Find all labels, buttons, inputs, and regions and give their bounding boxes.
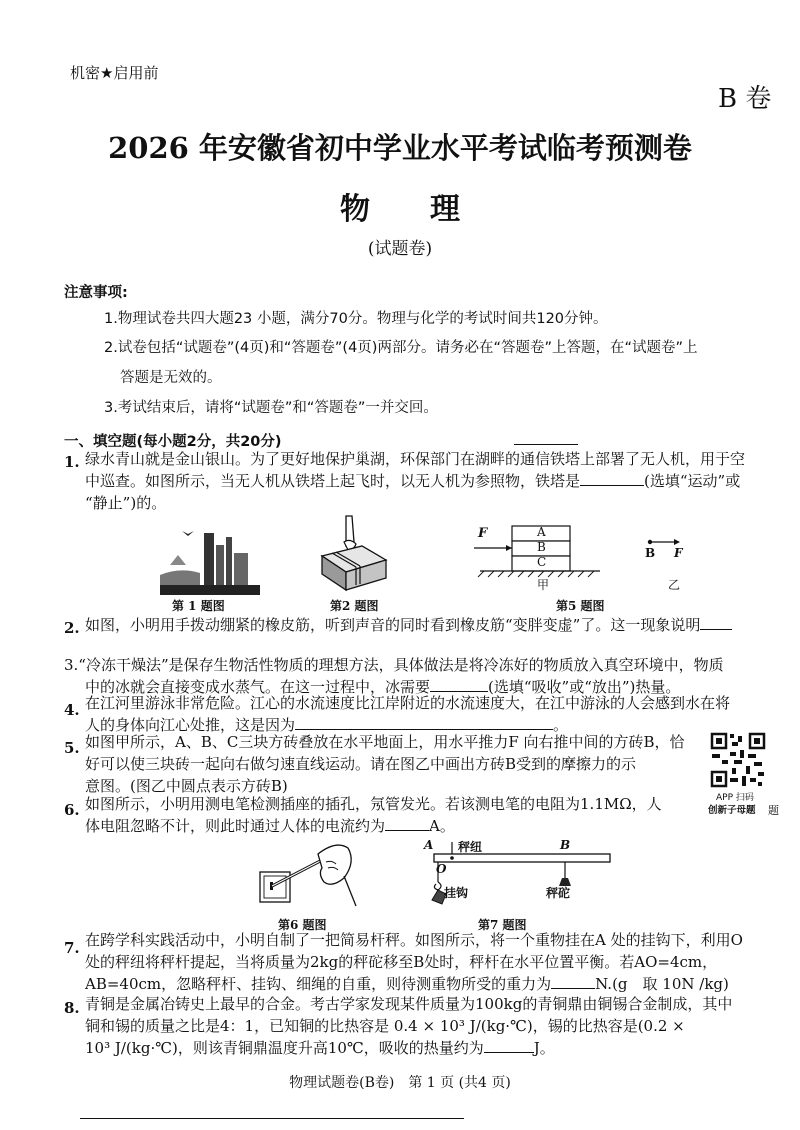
note-item-2b: 答题是无效的。 <box>120 370 222 386</box>
subject-title: 物 理 <box>340 192 460 227</box>
figure-1-drone-tower <box>160 525 260 595</box>
question-7-line-3: AB=40cm，忽略秤杆、挂钩、细绳的自重，则待测重物所受的重力为 N.(g 取 10N /kg) <box>85 975 729 993</box>
answer-blank-7[interactable] <box>551 974 595 989</box>
page-footer: 物理试题卷(B卷) 第 1 页 (共4 页) <box>289 1075 511 1091</box>
figure-1-caption: 第 1 题图 <box>172 599 225 613</box>
section-heading: 一、填空题(每小题2分，共20分) <box>64 434 282 450</box>
answer-blank-6[interactable] <box>385 816 429 831</box>
figure-7-steelyard <box>426 840 616 914</box>
socket-icon <box>260 872 290 902</box>
figure-2-caption: 第2 题图 <box>330 599 379 613</box>
fig7-label-a: A <box>424 838 434 852</box>
question-5-number: 5. <box>64 739 80 757</box>
fig5-label-a: A <box>537 525 546 539</box>
fig5-label-yi: 乙 <box>668 578 681 592</box>
question-2-number: 2. <box>64 619 80 637</box>
fig5-label-f: F <box>478 526 488 541</box>
answer-blank-1[interactable] <box>580 471 644 486</box>
question-1-line-3: “静止”)的。 <box>85 494 167 512</box>
answer-blank-3[interactable] <box>430 677 488 692</box>
question-1-number: 1. <box>64 453 80 471</box>
steelyard-beam <box>434 854 610 862</box>
figure-5-caption: 第5 题图 <box>556 599 605 613</box>
question-5-line-3: 意图。(图乙中圆点表示方砖B) <box>85 777 288 795</box>
question-6-number: 6. <box>64 801 80 819</box>
question-1-line-2: 中巡查。如图所示，当无人机从铁塔上起飞时，以无人机为参照物，铁塔是 (选填“运动”或 <box>85 472 741 490</box>
question-3-line-1: 3.“冷冻干燥法”是保存生物活性物质的理想方法，具体做法是将冷冻好的物质放入真空环境中，物质 <box>64 656 724 674</box>
question-6-line-2: 体电阻忽略不计，则此时通过人体的电流约为 A。 <box>85 817 455 835</box>
question-4-number: 4. <box>64 701 80 719</box>
question-7-number: 7. <box>64 939 80 957</box>
fig7-label-hook: 挂钩 <box>444 886 469 900</box>
hand-icon <box>318 845 351 884</box>
fig5-label-b2: B <box>645 546 656 560</box>
fig5-label-b: B <box>537 540 546 554</box>
question-4-line-1: 在江河里游泳非常危险。江心的水流速度比江岸附近的水流速度大，在江中游泳的人会感到水在将 <box>85 694 731 712</box>
exam-title: 2026 年安徽省初中学业水平考试临考预测卷 <box>108 131 692 165</box>
volume-label: B 卷 <box>718 84 772 114</box>
question-8-line-2: 铜和锡的质量之比是4：1，已知铜的比热容是 0.4 × 10³ J/(kg·℃)，锡的比热容是(0.2 × <box>85 1017 685 1035</box>
note-item-3: 3.考试结束后，请将“试题卷”和“答题卷”一并交回。 <box>104 400 438 416</box>
fig7-label-rope: 秤纽 <box>458 840 483 854</box>
answer-blank-8[interactable] <box>484 1038 534 1053</box>
secret-label: 机密★启用前 <box>70 64 159 82</box>
footer-rule <box>80 1118 464 1119</box>
qr-label-1: APP 扫码 <box>716 793 754 803</box>
question-1-line-1: 绿水青山就是金山银山。为了更好地保护巢湖，环保部门在湖畔的通信铁塔上部署了无人机，用于空 <box>85 450 746 468</box>
question-7-line-1: 在跨学科实践活动中，小明自制了一把简易杆秤。如图所示，将一个重物挂在A 处的挂钩下，利用O <box>85 931 743 949</box>
fig5-label-f2: F <box>674 546 683 560</box>
figure-6-caption: 第6 题图 <box>278 918 327 932</box>
note-item-2a: 2.试卷包括“试题卷”(4页)和“答题卷”(4页)两部分。请务必在“答题卷”上答题，在“试题卷”上 <box>104 340 698 356</box>
note-item-1: 1.物理试卷共四大题23 小题，满分70分。物理与化学的考试时间共120分钟。 <box>104 311 608 327</box>
answer-blank-2[interactable] <box>700 615 732 630</box>
fig7-label-o: O <box>436 862 447 876</box>
paper-type: (试题卷) <box>367 239 433 259</box>
fig7-label-weight: 秤砣 <box>546 886 571 900</box>
question-8-line-1: 青铜是金属冶铸史上最早的合金。考古学家发现某件质量为100kg的青铜鼎由铜锡合金制成，其中 <box>85 995 733 1013</box>
question-5-line-1: 如图甲所示，A、B、C三块方砖叠放在水平地面上，用水平推力F 向右推中间的方砖B，恰 <box>85 733 685 751</box>
notes-heading: 注意事项: <box>64 285 128 301</box>
question-8-number: 8. <box>64 999 80 1017</box>
answer-blank-4[interactable] <box>295 715 553 730</box>
figure-2-rubber-band <box>318 512 388 598</box>
question-6-line-1: 如图所示，小明用测电笔检测插座的插孔，氖管发光。若该测电笔的电阻为1.1MΩ，人 <box>85 795 662 813</box>
fig5-label-jia: 甲 <box>537 578 550 592</box>
figure-6-test-pen <box>256 836 366 916</box>
fig7-label-b: B <box>560 838 571 852</box>
figure-7-caption: 第7 题图 <box>478 918 527 932</box>
question-5-line-2: 好可以使三块砖一起向右做匀速直线运动。请在图乙中画出方砖B受到的摩擦力的示 <box>85 755 637 773</box>
question-7-line-2: 处的秤纽将秤杆提起，当将质量为2kg的秤砣移至B处时，秤杆在水平位置平衡。若AO=4cm， <box>85 953 718 971</box>
stray-underline <box>514 444 578 445</box>
question-3-line-2: 中的冰就会直接变成水蒸气。在这一过程中，冰需要 (选填“吸收”或“放出”)热量。 <box>85 678 681 696</box>
qr-code-icon[interactable] <box>710 732 766 788</box>
figure-5-bricks <box>470 520 690 590</box>
question-2-line-1: 如图，小明用手拨动绷紧的橡皮筋，听到声音的同时看到橡皮筋“变胖变虚”了。这一现象说明 <box>85 615 732 635</box>
question-4-line-2: 人的身体向江心处推，这是因为 。 <box>85 716 569 734</box>
question-8-line-3: 10³ J/(kg·℃)，则该青铜鼎温度升高10℃，吸收的热量约为 J。 <box>85 1039 555 1057</box>
hook-icon <box>434 882 441 890</box>
qr-label-2: 创新子母题 <box>708 805 756 816</box>
qr-topic-glyph: 题 <box>768 804 779 817</box>
fig5-label-c: C <box>537 555 547 569</box>
